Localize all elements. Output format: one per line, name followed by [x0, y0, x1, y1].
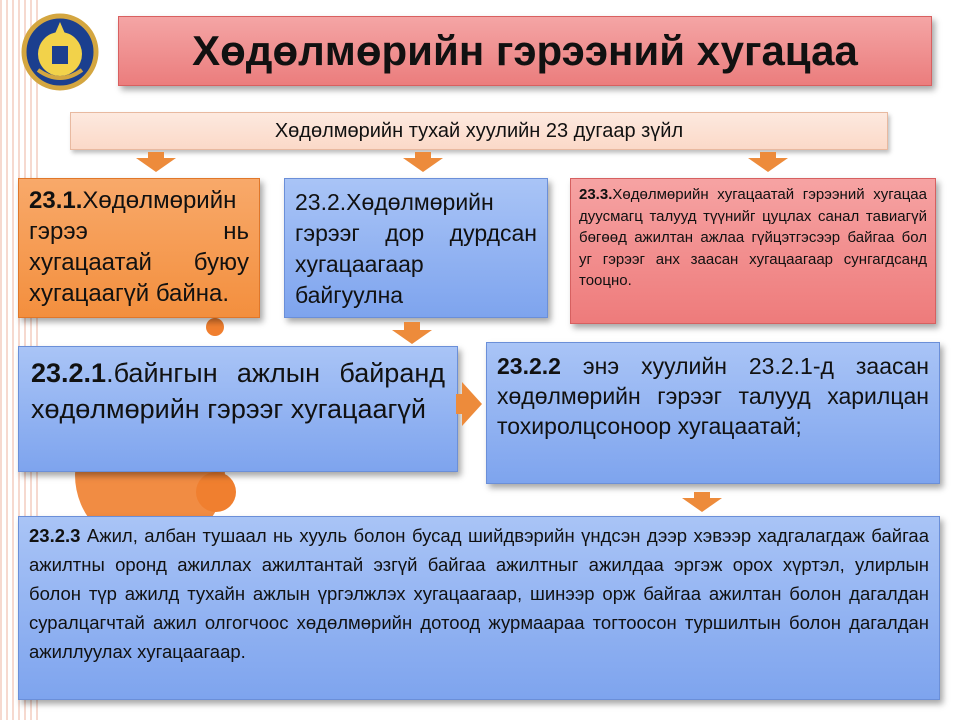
clause-23-2-1-box [18, 346, 458, 472]
clause-23-1-box [18, 178, 260, 318]
decorative-circle [206, 318, 224, 336]
arrow-down-icon [136, 158, 176, 172]
law-reference: Хөдөлмөрийн тухай хуулийн 23 дугаар зүйл [70, 112, 888, 150]
clause-text: Хөдөлмөрийн хугацаатай гэрээний хугацаа дуусмагц талууд түүнийг цуцлах санал тавиагүй бөгөөд ажилтан ажлаа гүйцэтгэсээр байгаа бол уг гэрээг анх заасан хугацаагаар сунгагдсанд тооцно. [579, 186, 927, 289]
clause-text: .байнгын ажлын байранд хөдөлмөрийн гэрээг хугацаагүй [31, 358, 445, 424]
clause-23-2-3-box [18, 516, 940, 700]
clause-text: Ажил, албан тушаал нь хууль болон бусад шийдвэрийн үндсэн дээр хэвээр хадгалагдаж байгаа ажилтны оронд ажиллах ажилтантай эзгүй байгаа ажилтныг ажилдаа эргэж орох хүртэл, улирлын болон түр ажилд тухайн ажлын үргэлжлэх хугацаагаар, шинээр орж байгаа ажилтан болон дагалдан суралцагчтай ажил олгогчоос хөдөлмөрийн дотоод журмаараа тогтоосон туршилтын болон дагалдан ажиллуулах хугацаагаар. [29, 525, 929, 662]
arrow-down-icon [403, 158, 443, 172]
decorative-circle [196, 472, 236, 512]
arrow-right-icon [462, 382, 482, 426]
clause-text: 23.2.Хөдөлмөрийн гэрээг дор дурдсан хугацаагаар байгуулна [295, 189, 537, 308]
clause-number: 23.1. [29, 187, 83, 214]
arrow-down-icon [682, 498, 722, 512]
clause-number: 23.2.2 [497, 353, 561, 379]
clause-number: 23.3. [579, 186, 613, 203]
clause-23-3-box [570, 178, 936, 324]
clause-text: Хөдөлмөрийн гэрээ нь хугацаатай буюу хугацаагүй байна. [29, 187, 249, 307]
clause-23-2-box [284, 178, 548, 318]
clause-number: 23.2.1 [31, 358, 107, 388]
arrow-down-icon [748, 158, 788, 172]
arrow-down-icon [392, 330, 432, 344]
clause-number: 23.2.3 [29, 525, 81, 546]
arrow-down-icon [404, 322, 420, 330]
page-title: Хөдөлмөрийн гэрээний хугацаа [118, 16, 932, 86]
clause-23-2-2-box [486, 342, 940, 484]
emblem-logo-icon [18, 10, 102, 94]
clause-text: энэ хуулийн 23.2.1-д заасан хөдөлмөрийн гэрээг талууд харилцан тохиролцсоноор хугацаатай; [497, 353, 929, 439]
